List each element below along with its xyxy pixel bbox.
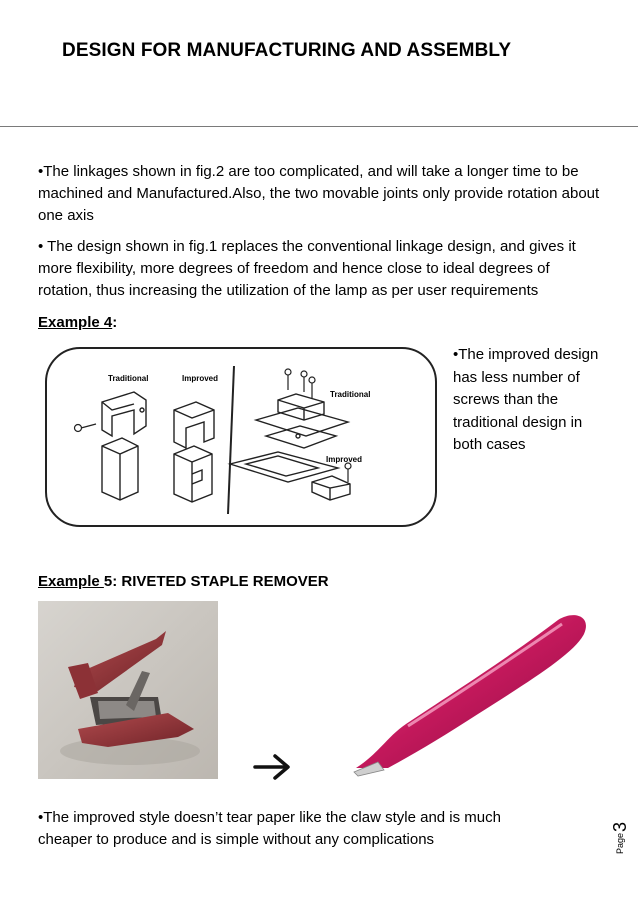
screw-icon [75, 424, 97, 432]
label-traditional-right: Traditional [330, 390, 371, 399]
example-5-heading-label: Example [38, 573, 104, 590]
label-improved-right: Improved [326, 455, 363, 464]
screws-comparison-diagram [42, 344, 442, 532]
header-divider [0, 126, 638, 127]
paragraph-design: • The design shown in fig.1 replaces the conventional linkage design, and gives it more flexibility, more degrees of freedom and hence close to ideal degrees of rotation, thus increasing the utilization of the lamp as per user requirements [38, 238, 576, 299]
screw-icon-improved [345, 463, 351, 482]
example-4-heading [38, 314, 117, 331]
page-number [600, 818, 638, 858]
conclusion-paragraph: •The improved style doesn’t tear paper like the claw style and is much cheaper to produce and is simple without any complications [38, 809, 501, 848]
claw-staple-remover-image [38, 601, 218, 779]
example-4-heading-label: Example 4 [38, 314, 113, 331]
example-5-heading [38, 573, 329, 590]
screws-icon [285, 369, 315, 398]
improved-staple-remover-image [348, 604, 596, 778]
page-number-value: 3 [609, 821, 630, 832]
page-label: Page [615, 833, 625, 855]
improved-design-note: •The improved design has less number of screws than the traditional design in both cases [453, 346, 599, 453]
traditional-block-bottom [102, 438, 138, 500]
traditional-bracket-top [102, 392, 146, 436]
paragraph-linkages: •The linkages shown in fig.2 are too complicated, and will take a longer time to be machined and Manufactured.Also, the two movable joints only provide rotation about one axis [38, 163, 600, 224]
improved-bracket-top [174, 402, 214, 448]
example-4-heading-colon: : [112, 314, 118, 331]
example-5-heading-title: 5: RIVETED STAPLE REMOVER [103, 573, 329, 590]
traditional-assembly [256, 394, 348, 448]
improved-block-bottom [174, 446, 212, 502]
page-title: DESIGN FOR MANUFACTURING AND ASSEMBLY [62, 40, 512, 61]
label-traditional-left: Traditional [108, 374, 149, 383]
label-improved-left: Improved [182, 374, 219, 383]
arrow-right-icon [251, 752, 293, 782]
